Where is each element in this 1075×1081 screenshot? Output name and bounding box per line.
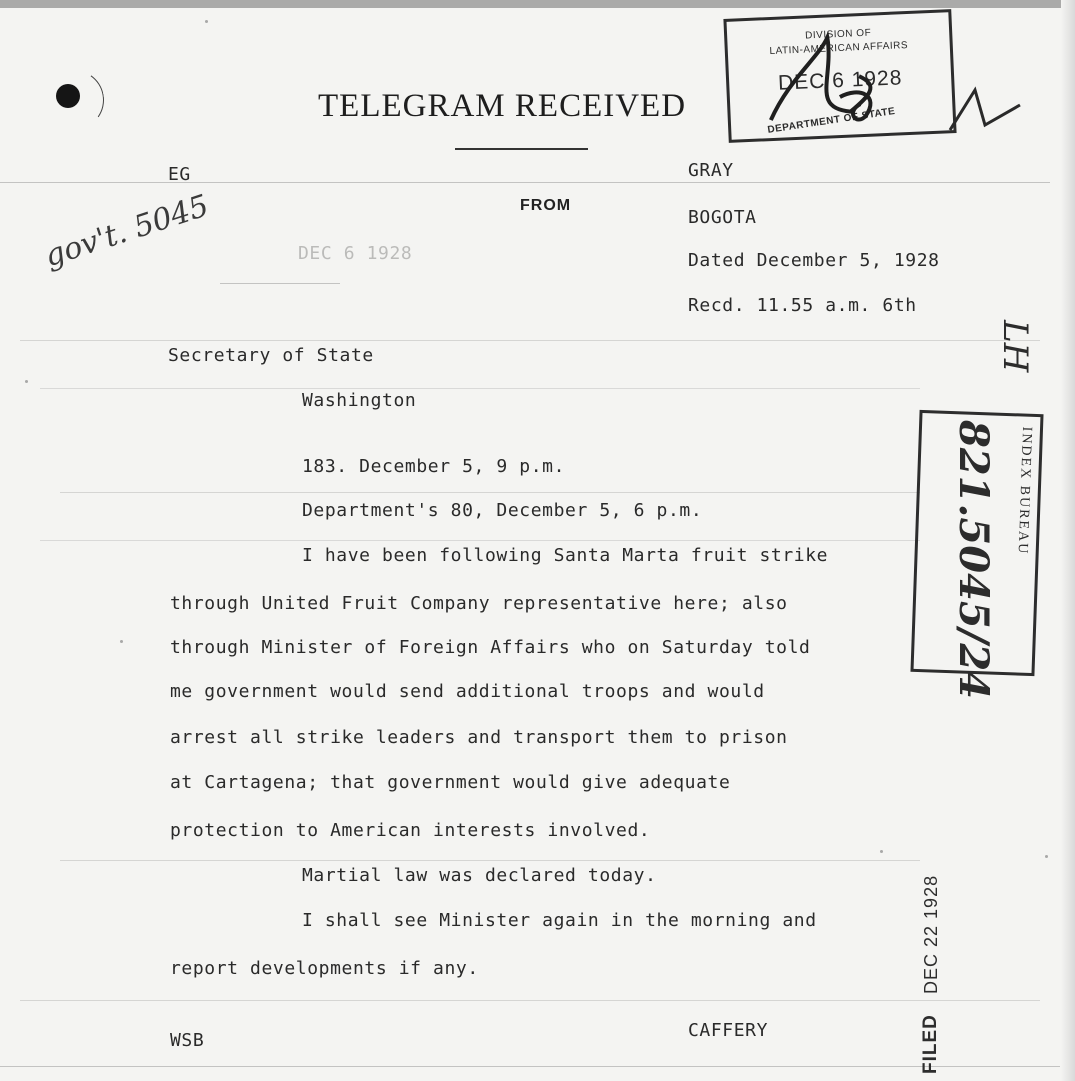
addressee: Secretary of State (168, 345, 374, 366)
form-rule (0, 182, 1050, 183)
received-line: Recd. 11.55 a.m. 6th (688, 295, 917, 316)
stamp-division-date: DEC 6 1928 (777, 66, 903, 95)
form-rule (20, 340, 1040, 341)
form-rule (0, 1066, 1060, 1067)
from-label: FROM (520, 197, 572, 214)
scan-speck (25, 380, 28, 383)
address-city: Washington (302, 390, 417, 411)
handwritten-file-number: 821.5045/24 (950, 420, 997, 700)
title-underline (455, 148, 588, 150)
check-mark-scribble (945, 80, 1025, 140)
message-reference: 183. December 5, 9 p.m. (302, 456, 566, 477)
scan-speck (880, 850, 883, 853)
form-rule (40, 388, 920, 389)
handwritten-side-initials: LH (995, 320, 1035, 373)
origin-place: BOGOTA (688, 207, 757, 228)
message-class: GRAY (688, 160, 734, 181)
form-rule (20, 1000, 1040, 1001)
body-line: I shall see Minister again in the morning and (302, 910, 817, 931)
form-rule (60, 860, 920, 861)
department-reference: Department's 80, December 5, 6 p.m. (302, 500, 703, 521)
initials-scribble (727, 12, 954, 140)
filed-date: DEC 22 1928 (921, 875, 941, 995)
scan-edge-right (1061, 0, 1075, 1081)
stamp-division-line2: LATIN-AMERICAN AFFAIRS (769, 40, 909, 58)
form-rule (40, 540, 920, 541)
dated-line: Dated December 5, 1928 (688, 250, 940, 271)
form-rule (60, 492, 920, 493)
form-rule (220, 283, 340, 284)
stamp-division-line1: DIVISION OF (804, 27, 872, 42)
body-line: report developments if any. (170, 958, 479, 979)
body-line: protection to American interests involved. (170, 820, 651, 841)
body-line: through United Fruit Company representative here; also (170, 593, 788, 614)
body-line: me government would send additional troops and would (170, 681, 765, 702)
division-received-stamp (723, 9, 956, 143)
body-line: through Minister of Foreign Affairs who on Saturday told (170, 637, 811, 658)
punch-hole (56, 84, 80, 108)
scan-speck (1045, 855, 1048, 858)
body-line: arrest all strike leaders and transport them to prison (170, 727, 788, 748)
operator-initials: WSB (170, 1030, 205, 1051)
body-line: Martial law was declared today. (302, 865, 657, 886)
scan-speck (120, 640, 123, 643)
body-line: I have been following Santa Marta fruit strike (302, 545, 829, 566)
document-title: TELEGRAM RECEIVED (318, 88, 687, 124)
left-code: EG (168, 164, 191, 185)
filed-label: FILED (920, 1014, 941, 1074)
stamp-division-line3: DEPARTMENT OF STATE (766, 105, 897, 136)
index-bureau-label: INDEX BUREAU (1014, 426, 1035, 556)
filed-stamp (920, 875, 942, 1074)
body-line: at Cartagena; that government would give adequate (170, 772, 731, 793)
scan-speck (205, 20, 208, 23)
faint-date: DEC 6 1928 (298, 243, 413, 264)
handwritten-file-note: gov't. 5045 (40, 188, 214, 275)
signer-name: CAFFERY (688, 1020, 769, 1041)
scan-edge-top (0, 0, 1075, 8)
